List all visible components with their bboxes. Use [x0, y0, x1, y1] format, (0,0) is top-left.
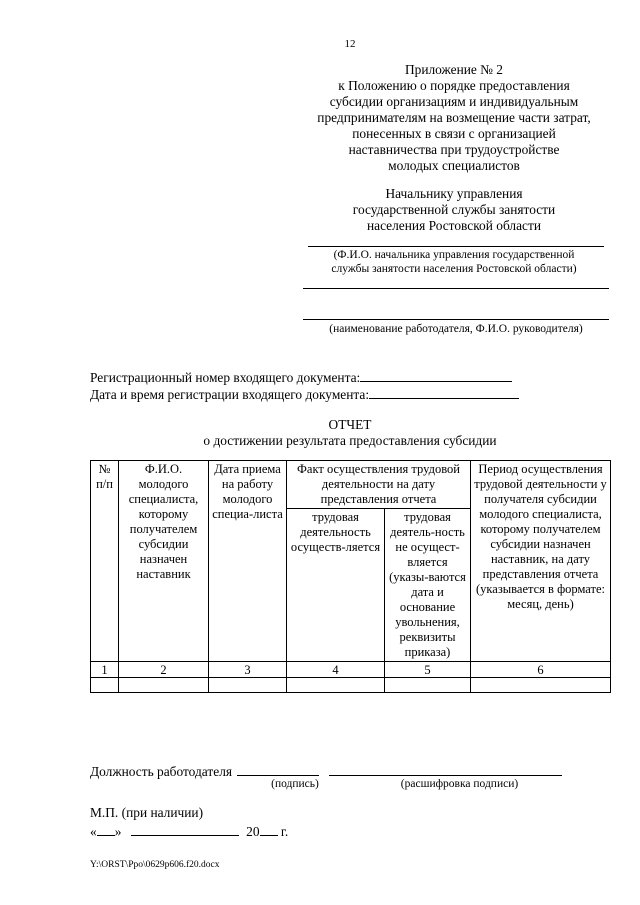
col-header-number: № п/п: [91, 461, 119, 662]
date-year-field[interactable]: [260, 822, 278, 836]
report-title: ОТЧЕТ: [328, 417, 372, 432]
appendix-line: к Положению о порядке предоставления: [338, 78, 570, 93]
col-number: 2: [119, 662, 209, 678]
report-table: [90, 460, 611, 693]
col-header-employment-fact: Факт осуществления трудовой деятельности на дату представления отчета: [287, 461, 471, 509]
col-header-employment-period: Период осуществления трудовой деятельности у получателя субсидии молодого специалиста, которому получателем субсидии назначен наставник, на дату представления отчета (указывается в формате: месяц, день): [471, 461, 611, 662]
addressee-line: Начальнику управления: [385, 186, 523, 201]
hint-line: (Ф.И.О. начальника управления государственной: [333, 249, 575, 261]
col-number: 3: [209, 662, 287, 678]
registration-number-label: Регистрационный номер входящего документа:: [90, 370, 361, 385]
appendix-line: предпринимателям на возмещение части затрат,: [317, 110, 591, 125]
hint-line: службы занятости населения Ростовской области): [331, 263, 577, 275]
registration-datetime-label: Дата и время регистрации входящего документа:: [90, 387, 370, 402]
table-cell[interactable]: [385, 678, 471, 693]
signature-field[interactable]: [237, 762, 319, 776]
addressee-fio-field[interactable]: [308, 246, 604, 247]
addressee-fio-hint: [300, 248, 608, 276]
appendix-line: наставничества при трудоустройстве: [348, 142, 560, 157]
col-number: 4: [287, 662, 385, 678]
table-cell[interactable]: [91, 678, 119, 693]
date-close-quote: »: [114, 824, 122, 839]
decoding-hint: (расшифровка подписи): [400, 778, 519, 790]
date-year-suffix: г.: [280, 824, 289, 839]
col-number: 5: [385, 662, 471, 678]
addressee-line: населения Ростовской области: [366, 218, 542, 233]
date-day-field[interactable]: [97, 822, 115, 836]
date-row: [90, 822, 288, 840]
registration-number-row: [90, 368, 512, 386]
date-open-quote: «: [90, 824, 97, 839]
footer-file-path: Y:\ORST\Ppo\0629p606.f20.docx: [90, 860, 220, 870]
table-row-numbers: [91, 662, 611, 678]
appendix-line: субсидии организациям и индивидуальным: [329, 94, 579, 109]
col-number: 1: [91, 662, 119, 678]
table-cell[interactable]: [119, 678, 209, 693]
addressee-line: государственной службы занятости: [352, 202, 556, 217]
addressee-block: [300, 186, 608, 234]
registration-datetime-row: [90, 385, 519, 403]
table-cell[interactable]: [209, 678, 287, 693]
date-year-prefix: 20: [246, 824, 260, 839]
appendix-line: молодых специалистов: [388, 158, 520, 173]
appendix-line: Приложение № 2: [404, 62, 504, 77]
table-header-row: [91, 461, 611, 509]
col-header-employed: трудовая деятельность осуществ-ляется: [287, 509, 385, 662]
col-number: 6: [471, 662, 611, 678]
page-number: 12: [344, 38, 356, 50]
employer-position-label: Должность работодателя: [90, 764, 233, 779]
col-header-hire-date: Дата приема на работу молодого специа-листа: [209, 461, 287, 662]
report-subtitle: о достижении результата предоставления субсидии: [203, 433, 497, 448]
registration-datetime-field[interactable]: [369, 385, 519, 399]
employer-field-line-1[interactable]: [303, 288, 609, 289]
stamp-label: М.П. (при наличии): [90, 805, 204, 820]
table-row-empty: [91, 678, 611, 693]
employer-hint: (наименование работодателя, Ф.И.О. руководителя): [329, 323, 583, 335]
table-cell[interactable]: [471, 678, 611, 693]
employer-field-line-2[interactable]: [303, 319, 609, 320]
appendix-header: [300, 62, 608, 174]
signature-hint: (подпись): [271, 778, 319, 790]
signature-decoding-field[interactable]: [329, 762, 562, 776]
registration-number-field[interactable]: [360, 368, 512, 382]
col-header-not-employed: трудовая деятель-ность не осущест-вляется (указы-ваются дата и основание увольнения, реквизиты приказа): [385, 509, 471, 662]
appendix-line: понесенных в связи с организацией: [352, 126, 556, 141]
col-header-fio: Ф.И.О. молодого специалиста, которому получателем субсидии назначен наставник: [119, 461, 209, 662]
table-cell[interactable]: [287, 678, 385, 693]
date-month-field[interactable]: [131, 822, 239, 836]
